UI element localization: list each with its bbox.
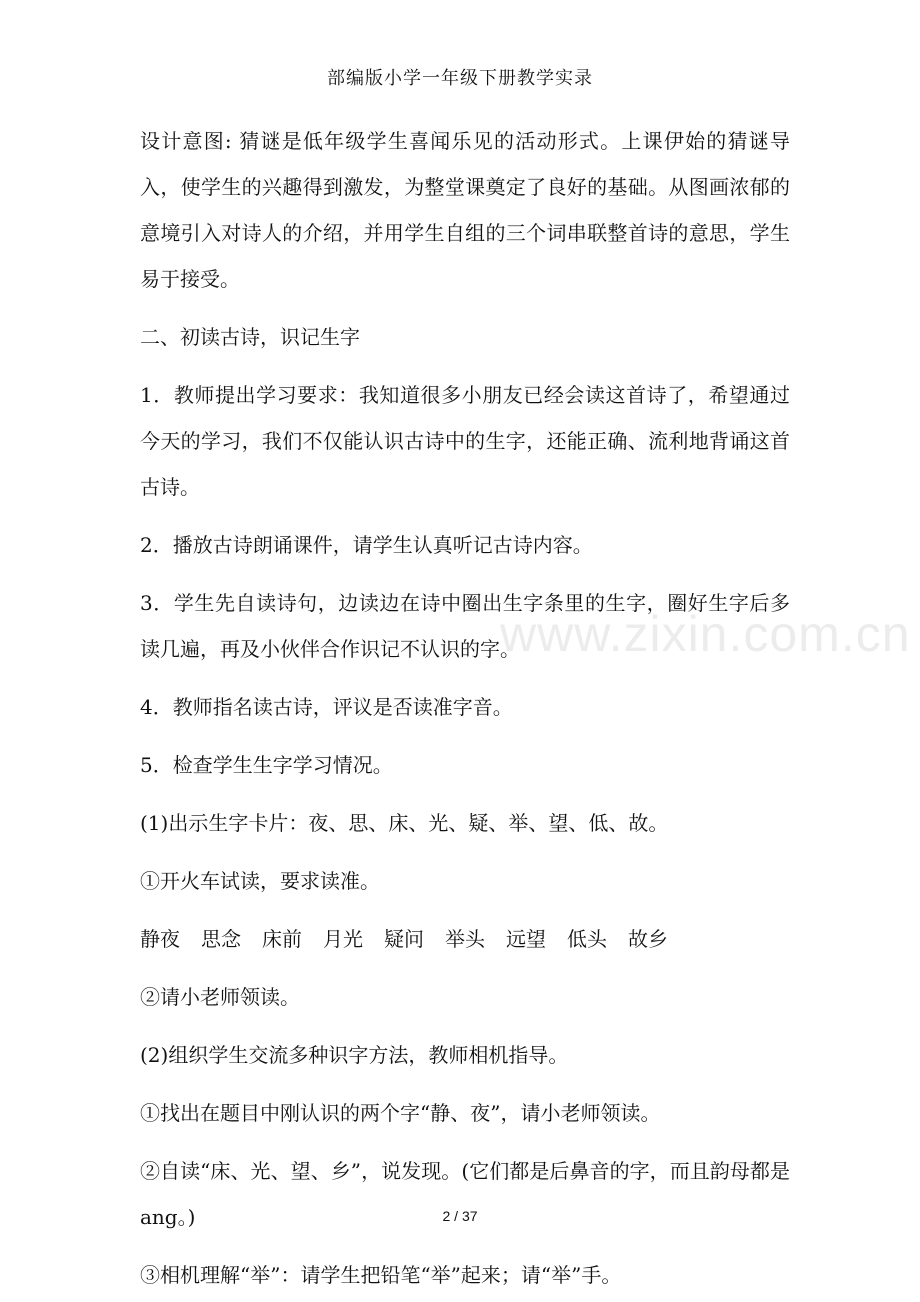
- step-5-2-b: ②自读“床、光、望、乡”，说发现。(它们都是后鼻音的字，而且韵母都是ang。): [140, 1159, 790, 1229]
- step-1: 1．教师提出学习要求：我知道很多小朋友已经会读这首诗了，希望通过今天的学习，我们不仅能认识古诗中的生字，还能正确、流利地背诵这首古诗。: [140, 383, 790, 499]
- section-heading: 二、初读古诗，识记生字: [140, 325, 360, 349]
- document-header: 部编版小学一年级下册教学实录: [327, 68, 593, 89]
- step-5-2: (2)组织学生交流多种识字方法，教师相机指导。: [140, 1043, 569, 1067]
- step-5: 5．检查学生生字学习情况。: [140, 753, 393, 777]
- page-number: 2 / 37: [442, 1208, 478, 1224]
- word-item: 举头: [445, 927, 485, 951]
- document-body: [140, 118, 790, 1298]
- word-list: [140, 916, 790, 962]
- step-5-2-a: ①找出在题目中刚认识的两个字“静、夜”，请小老师领读。: [140, 1101, 661, 1125]
- step-4: 4．教师指名读古诗，评议是否读准字音。: [140, 695, 513, 719]
- step-2: 2．播放古诗朗诵课件，请学生认真听记古诗内容。: [140, 533, 593, 557]
- word-item: 远望: [506, 927, 546, 951]
- word-item: 床前: [262, 927, 302, 951]
- word-item: 思念: [201, 927, 241, 951]
- step-5-1-b: ②请小老师领读。: [140, 985, 300, 1009]
- word-item: 疑问: [384, 927, 424, 951]
- watermark: www.zixin.com.cn: [500, 606, 911, 662]
- step-5-1-a: ①开火车试读，要求读准。: [140, 869, 380, 893]
- step-5-2-c: ③相机理解“举”：请学生把铅笔“举”起来；请“举”手。: [140, 1263, 622, 1287]
- word-item: 故乡: [628, 927, 668, 951]
- word-item: 静夜: [140, 927, 180, 951]
- word-item: 月光: [323, 927, 363, 951]
- step-3: 3．学生先自读诗句，边读边在诗中圈出生字条里的生字，圈好生字后多读几遍，再及小伙伴合作识记不认识的字。: [140, 591, 790, 661]
- step-5-1: (1)出示生字卡片：夜、思、床、光、疑、举、望、低、故。: [140, 811, 669, 835]
- design-intent-paragraph: 设计意图: 猜谜是低年级学生喜闻乐见的活动形式。上课伊始的猜谜导入，使学生的兴趣得到激发，为整堂课奠定了良好的基础。从图画浓郁的意境引入对诗人的介绍，并用学生自组的三个词串联整首诗的意思，学生易于接受。: [140, 129, 790, 291]
- word-item: 低头: [567, 927, 607, 951]
